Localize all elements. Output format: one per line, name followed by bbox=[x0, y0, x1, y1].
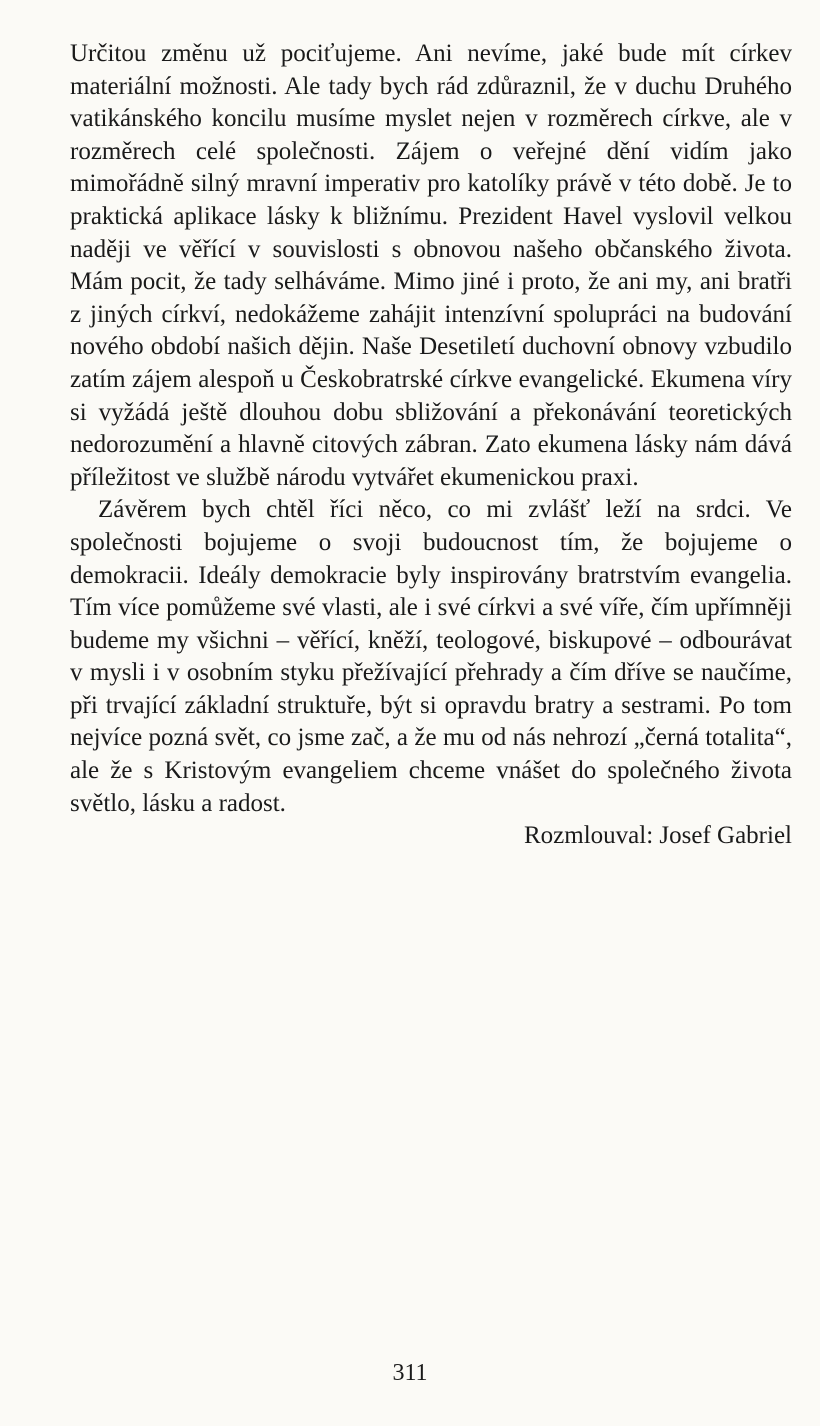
page-number: 311 bbox=[392, 1360, 428, 1386]
paragraph-1: Určitou změnu už pociťujeme. Ani nevíme, jaké bude mít církev materiální možnosti. Ale tady bych rád zdůraznil, že v duchu Druhého vatikánského koncilu musíme myslet nejen v rozměrech církve, ale v rozměrech celé společnosti. Zájem o veřejné dění vidím jako mimořádně silný mravní imperativ pro katolíky právě v této době. Je to praktická aplikace lásky k bližnímu. Prezident Havel vyslovil velkou naději ve věřící v souvislosti s obnovou našeho občanského života. Mám pocit, že tady selháváme. Mimo jiné i proto, že ani my, ani bratři z jiných církví, nedokážeme zahájit intenzívní spolupráci na budování nového období našich dějin. Naše Desetiletí duchovní obnovy vzbudilo zatím zájem alespoň u Českobratrské církve evangelické. Ekumena víry si vyžádá ještě dlouhou dobu sbližování a překonávání teoretických nedorozumění a hlavně citových zábran. Zato ekumena lásky nám dává příležitost ve službě národu vytvářet ekumenickou praxi. bbox=[70, 40, 792, 491]
interviewer-signature: Rozmlouval: Josef Gabriel bbox=[524, 822, 792, 850]
article-body bbox=[70, 38, 792, 853]
paragraph-2: Závěrem bych chtěl říci něco, co mi zvlášť leží na srdci. Ve společnosti bojujeme o svoji budoucnost tím, že bojujeme o demokracii. Ideály demokracie byly inspirovány bratrstvím evangelia. Tím více pomůžeme své vlasti, ale i své církvi a své víře, čím upřímněji budeme my všichni – věřící, kněží, teologové, biskupové – odbourávat v mysli i v osobním styku přežívající přehrady a čím dříve se naučíme, při trvající základní struktuře, být si opravdu bratry a sestrami. Po tom nejvíce pozná svět, co jsme zač, a že mu od nás nehrozí „černá totalita“, ale že s Kristovým evangeliem chceme vnášet do společného života světlo, lásku a radost. bbox=[70, 496, 792, 817]
